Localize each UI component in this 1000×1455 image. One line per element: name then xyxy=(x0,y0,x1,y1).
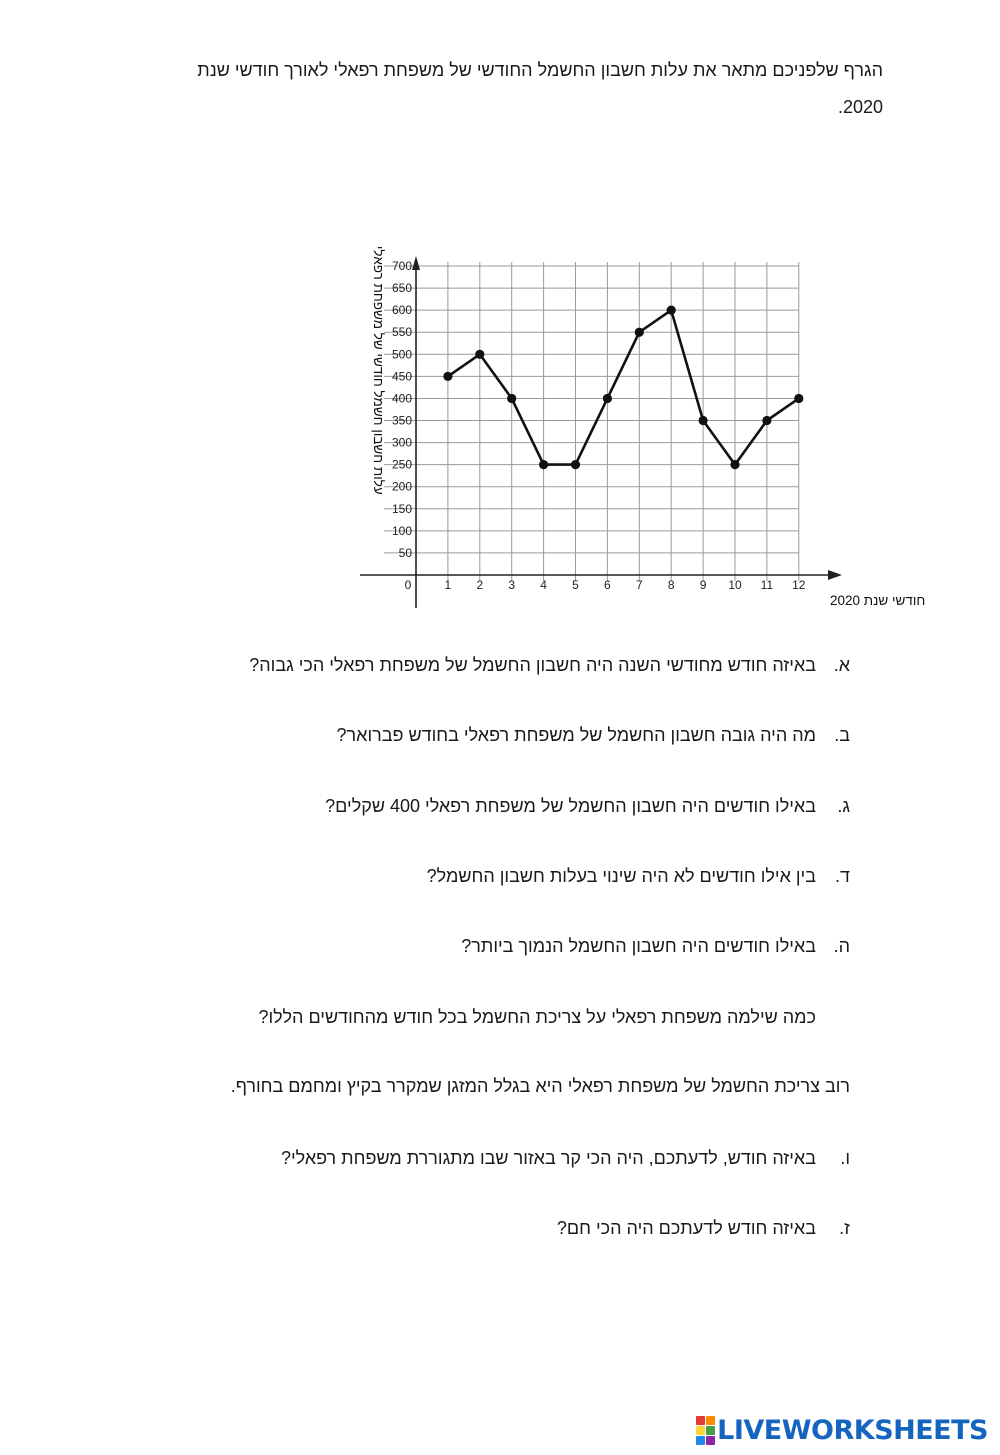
x-tick-label: 2 xyxy=(476,578,484,592)
series-line xyxy=(448,310,799,464)
y-tick-label: 600 xyxy=(391,303,412,318)
question-label: ז. xyxy=(839,1218,850,1238)
logo-text: LIVEWORKSHEETS xyxy=(717,1414,988,1446)
question-text: מה היה גובה חשבון החשמל של משפחת רפאלי בחודש פברואר? xyxy=(336,725,816,745)
y-tick-label: 200 xyxy=(391,479,412,494)
x-axis-arrow xyxy=(828,570,842,580)
logo-square xyxy=(696,1426,705,1435)
question-label: ב. xyxy=(834,725,850,745)
question-text: באיזה חודש לדעתכם היה הכי חם? xyxy=(556,1218,816,1238)
logo-square xyxy=(706,1436,715,1445)
question-a xyxy=(249,653,850,677)
x-tick-labels xyxy=(405,578,806,592)
x-tick-label: 1 xyxy=(444,578,452,592)
x-axis-label: חודשי שנת 2020 xyxy=(830,593,926,608)
logo-square xyxy=(696,1416,705,1425)
y-tick-label: 400 xyxy=(391,391,412,406)
x-tick-label: 5 xyxy=(572,578,579,592)
data-point xyxy=(571,460,580,469)
x-tick-label: 9 xyxy=(699,578,707,592)
y-tick-label: 150 xyxy=(391,501,412,516)
question-e xyxy=(461,934,850,958)
question-g xyxy=(557,1216,850,1240)
y-tick-label: 500 xyxy=(391,347,412,362)
logo-icon xyxy=(696,1416,715,1445)
data-point xyxy=(603,394,612,403)
y-tick-label: 100 xyxy=(391,523,412,538)
y-tick-label: 700 xyxy=(391,259,412,274)
question-b xyxy=(337,723,850,747)
logo-square xyxy=(706,1416,715,1425)
data-point xyxy=(762,416,771,425)
y-tick-label: 450 xyxy=(391,369,412,384)
y-tick-label: 550 xyxy=(391,325,412,340)
data-point xyxy=(699,416,708,425)
question-d xyxy=(427,864,850,888)
question-text: באיזה חודש מחודשי השנה היה חשבון החשמל של משפחת רפאלי הכי גבוה? xyxy=(249,655,816,675)
liveworksheets-logo xyxy=(696,1414,988,1446)
question-text: כמה שילמה משפחת רפאלי על צריכת החשמל בכל חודש מהחודשים הללו? xyxy=(258,1007,816,1027)
question-text: באילו חודשים היה חשבון החשמל הנמוך ביותר? xyxy=(461,936,816,956)
question-label: ו. xyxy=(840,1148,850,1168)
y-axis-arrow xyxy=(412,256,420,270)
x-tick-label: 12 xyxy=(792,578,806,592)
y-tick-label: 50 xyxy=(398,545,412,560)
data-point xyxy=(730,460,739,469)
horizontal-gridlines xyxy=(384,266,799,553)
y-tick-label: 300 xyxy=(391,435,412,450)
question-text: באיזה חודש, לדעתכם, היה הכי קר באזור שבו מתגוררת משפחת רפאלי? xyxy=(280,1148,816,1168)
x-tick-label: 11 xyxy=(760,578,774,592)
x-tick-label: 4 xyxy=(540,578,547,592)
y-axis-label: עלות חשבון חשמל חודשי של משפחת רפאלי xyxy=(371,245,386,495)
data-point xyxy=(667,306,676,315)
data-point xyxy=(635,328,644,337)
x-tick-label: 7 xyxy=(635,578,643,592)
y-tick-label: 350 xyxy=(391,413,412,428)
x-tick-label: 6 xyxy=(604,578,611,592)
question-label: ד. xyxy=(835,866,850,886)
x-tick-label: 0 xyxy=(404,578,412,592)
data-point xyxy=(443,372,452,381)
context-note: רוב צריכת החשמל של משפחת רפאלי היא בגלל המזגן שמקרר בקיץ ומחמם בחורף. xyxy=(230,1076,850,1096)
question-label: א. xyxy=(833,655,850,675)
x-tick-label: 8 xyxy=(667,578,675,592)
x-tick-label: 3 xyxy=(508,578,516,592)
logo-square xyxy=(696,1436,705,1445)
data-point xyxy=(794,394,803,403)
data-point xyxy=(507,394,516,403)
y-tick-label: 650 xyxy=(391,281,412,296)
line-chart xyxy=(350,128,926,618)
y-tick-labels xyxy=(392,259,412,560)
question-e-followup xyxy=(258,1005,850,1029)
x-tick-label: 10 xyxy=(728,578,742,592)
question-label: ג. xyxy=(837,796,850,816)
intro-text: הגרף שלפניכם מתאר את עלות חשבון החשמל החודשי של משפחת רפאלי לאורך חודשי שנת 2020. xyxy=(197,60,883,117)
logo-square xyxy=(706,1426,715,1435)
question-text: בין אילו חודשים לא היה שינוי בעלות חשבון החשמל? xyxy=(426,866,816,886)
axes xyxy=(360,256,842,608)
y-tick-label: 250 xyxy=(391,457,412,472)
question-label: ה. xyxy=(833,936,850,956)
data-point xyxy=(475,350,484,359)
data-point xyxy=(539,460,548,469)
question-c xyxy=(325,794,850,818)
question-f xyxy=(281,1146,850,1170)
question-text: באילו חודשים היה חשבון החשמל של משפחת רפאלי 400 שקלים? xyxy=(325,796,816,816)
